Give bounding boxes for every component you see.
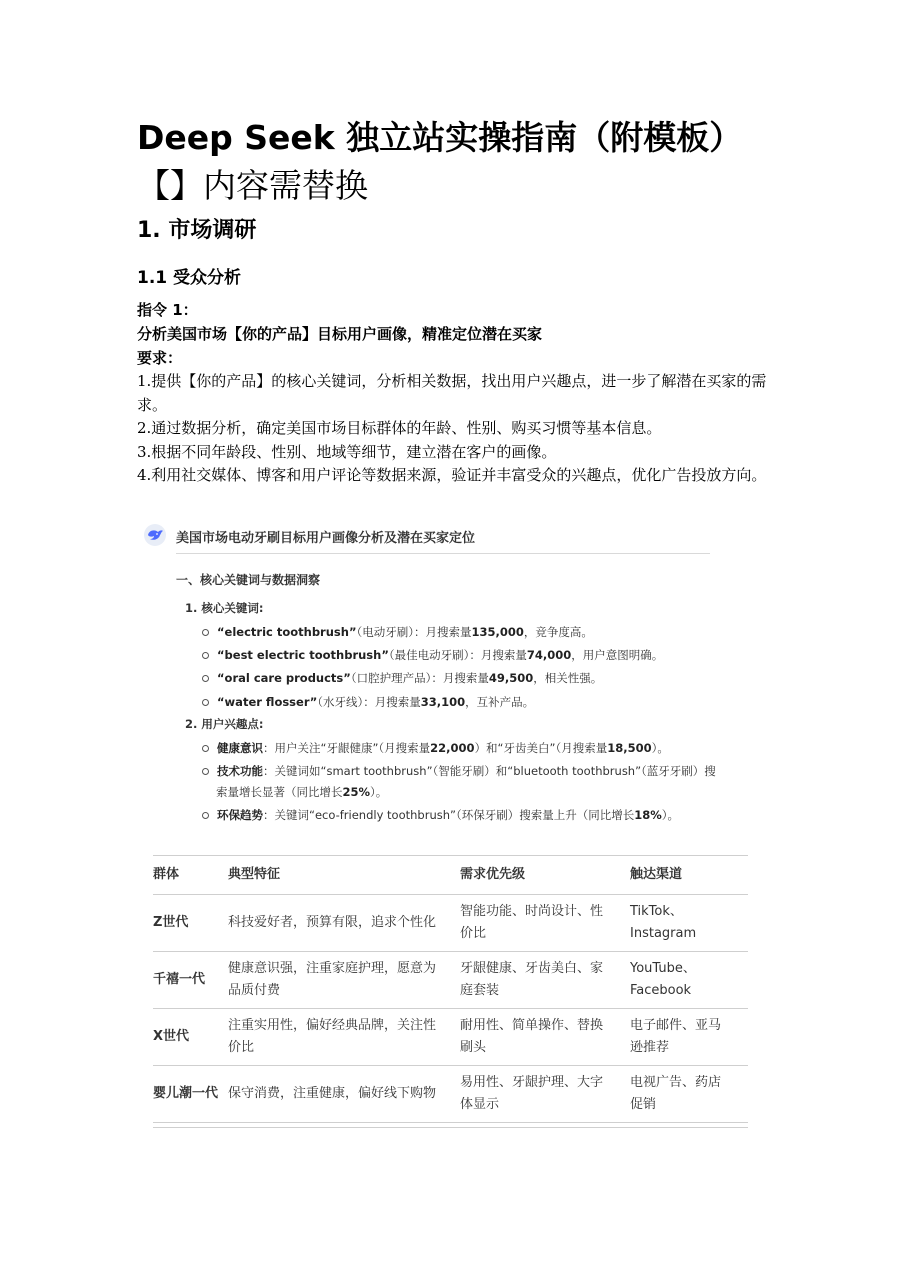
bullet-icon: [202, 652, 209, 659]
requirement-item: 4.利用社交媒体、博客和用户评论等数据来源，验证并丰富受众的兴趣点，优化广告投放方向。: [137, 466, 767, 484]
bullet-icon: [202, 699, 209, 706]
table-row: [153, 1066, 748, 1123]
group-cell: 千禧一代: [153, 952, 228, 1009]
instruction-label: 指令 1：: [137, 301, 198, 319]
bullet-icon: [202, 745, 209, 752]
interest-item-continuation: 索量增长显著（同比增长25%）。: [216, 785, 388, 799]
section-heading: 1. 市场调研: [137, 218, 257, 243]
requirements-list: [137, 370, 769, 488]
interest-item: 技术功能：关键词如“smart toothbrush”（智能牙刷）和“bluetooth toothbrush”（蓝牙牙刷）搜: [202, 763, 716, 779]
divider: [153, 1127, 748, 1128]
requirements-label: 要求：: [137, 349, 183, 367]
keyword-item: “electric toothbrush”（电动牙刷）：月搜索量135,000，竞争度高。: [202, 624, 593, 640]
subsection-heading: 1.1 受众分析: [137, 268, 242, 288]
column-header: 需求优先级: [460, 856, 630, 895]
bullet-icon: [202, 629, 209, 636]
table-row: [153, 895, 748, 952]
instruction-text: 分析美国市场【你的产品】目标用户画像，精准定位潜在买家: [137, 325, 543, 343]
persona-table: [153, 855, 748, 1123]
traits-cell: 科技爱好者，预算有限，追求个性化: [228, 895, 460, 952]
traits-cell: 保守消费，注重健康，偏好线下购物: [228, 1066, 460, 1123]
traits-cell: 健康意识强，注重家庭护理，愿意为品质付费: [228, 952, 460, 1009]
divider: [176, 553, 710, 554]
table-row: [153, 1009, 748, 1066]
needs-cell: 易用性、牙龈护理、大字体显示: [460, 1066, 630, 1123]
channels-cell: TikTok、Instagram: [630, 895, 748, 952]
needs-cell: 耐用性、简单操作、替换刷头: [460, 1009, 630, 1066]
interest-item: 健康意识：用户关注“牙龈健康”（月搜索量22,000）和“牙齿美白”（月搜索量18,500）。: [202, 740, 669, 756]
response-section-heading: 一、核心关键词与数据洞察: [176, 573, 321, 587]
channels-cell: 电子邮件、亚马逊推荐: [630, 1009, 748, 1066]
bullet-icon: [202, 768, 209, 775]
requirement-item: 1.提供【你的产品】的核心关键词，分析相关数据，找出用户兴趣点，进一步了解潜在买家的需求。: [137, 372, 767, 414]
needs-cell: 牙龈健康、牙齿美白、家庭套装: [460, 952, 630, 1009]
bullet-icon: [202, 675, 209, 682]
needs-cell: 智能功能、时尚设计、性价比: [460, 895, 630, 952]
deepseek-logo-icon: [144, 524, 166, 546]
column-header: 群体: [153, 856, 228, 895]
response-title: 美国市场电动牙刷目标用户画像分析及潜在买家定位: [176, 531, 476, 546]
document-subtitle: 【】内容需替换: [137, 166, 368, 205]
keyword-item: “oral care products”（口腔护理产品）：月搜索量49,500，相关性强。: [202, 670, 602, 686]
keyword-item: “best electric toothbrush”（最佳电动牙刷）：月搜索量74,000，用户意图明确。: [202, 647, 663, 663]
table-row: [153, 952, 748, 1009]
group-cell: 婴儿潮一代: [153, 1066, 228, 1123]
group-cell: Z世代: [153, 895, 228, 952]
bullet-icon: [202, 812, 209, 819]
requirement-item: 2.通过数据分析，确定美国市场目标群体的年龄、性别、购买习惯等基本信息。: [137, 419, 662, 437]
group-cell: X世代: [153, 1009, 228, 1066]
column-header: 典型特征: [228, 856, 460, 895]
column-header: 触达渠道: [630, 856, 748, 895]
list-heading-interests: 2. 用户兴趣点:: [185, 717, 264, 731]
table-header-row: [153, 856, 748, 895]
requirement-item: 3.根据不同年龄段、性别、地域等细节，建立潜在客户的画像。: [137, 442, 557, 461]
channels-cell: 电视广告、药店促销: [630, 1066, 748, 1123]
list-heading-keywords: 1. 核心关键词:: [185, 601, 264, 615]
channels-cell: YouTube、Facebook: [630, 952, 748, 1009]
keyword-item: “water flosser”（水牙线）：月搜索量33,100，互补产品。: [202, 694, 534, 710]
document-title: Deep Seek 独立站实操指南（附模板）: [137, 118, 743, 157]
interest-item: 环保趋势：关键词“eco-friendly toothbrush”（环保牙刷）搜索量上升（同比增长18%）。: [202, 807, 679, 823]
traits-cell: 注重实用性，偏好经典品牌，关注性价比: [228, 1009, 460, 1066]
